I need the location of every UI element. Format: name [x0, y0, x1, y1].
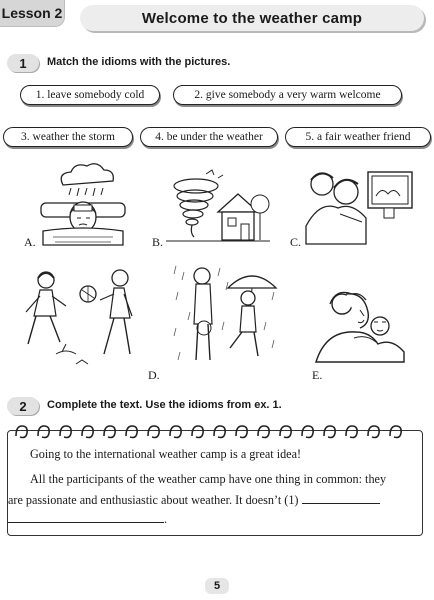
- idiom-2: 2. give somebody a very warm welcome: [173, 85, 402, 105]
- picture-label-b: B.: [152, 235, 164, 249]
- answer-blank-1[interactable]: [302, 503, 380, 504]
- text-line-2: All the participants of the weather camp have one thing in common: they: [30, 472, 387, 486]
- page-title: Welcome to the weather camp: [80, 5, 424, 31]
- idiom-5: 5. a fair weather friend: [285, 127, 431, 147]
- idiom-1: 1. leave somebody cold: [20, 85, 160, 105]
- page-number: 5: [205, 578, 229, 594]
- idiom-4: 4. be under the weather: [140, 127, 278, 147]
- picture-people-in-rain: [170, 262, 282, 368]
- notebook-spirals: [10, 420, 420, 442]
- picture-c-people-at-computer: [300, 166, 418, 248]
- picture-b-tornado-house: [166, 168, 270, 248]
- exercise-1-number: 1: [7, 54, 39, 72]
- header-bar: [0, 0, 434, 36]
- picture-label-c: C.: [290, 235, 302, 249]
- picture-label-a: A.: [24, 235, 36, 249]
- picture-e-hug: [314, 286, 414, 368]
- picture-label-e: E.: [312, 368, 323, 382]
- picture-a-sick-in-bed: [33, 163, 133, 248]
- text-line-3-content: are passionate and enthusiastic about weather. It doesn’t (1): [8, 493, 299, 507]
- exercise-1-instruction: Match the idioms with the pictures.: [47, 56, 231, 68]
- exercise-2-number: 2: [7, 397, 39, 415]
- picture-label-d: D.: [148, 368, 160, 382]
- text-line-3: [8, 491, 426, 510]
- exercise-2-instruction: Complete the text. Use the idioms from ex. 1.: [47, 399, 282, 411]
- idiom-3: 3. weather the storm: [3, 127, 133, 147]
- text-line-4-end: .: [164, 512, 168, 526]
- text-line-1: Going to the international weather camp is a great idea!: [30, 447, 302, 461]
- lesson-label: Lesson 2: [0, 0, 65, 27]
- picture-d-boys-playing-ball: [16, 268, 146, 370]
- answer-blank-1-continued[interactable]: [8, 522, 164, 523]
- text-line-4: [8, 510, 167, 529]
